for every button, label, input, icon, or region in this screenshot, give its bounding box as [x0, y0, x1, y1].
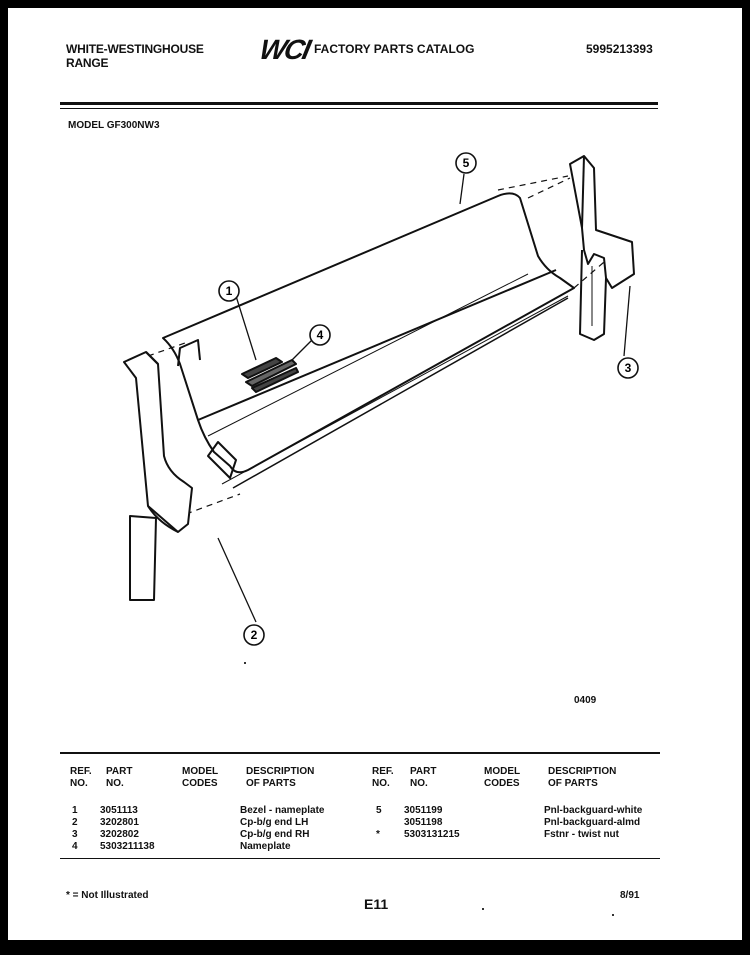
callout-4: 4: [316, 328, 324, 342]
header-ref-no-right: REF. NO.: [372, 766, 394, 789]
header-description-right: DESCRIPTION OF PARTS: [548, 766, 617, 789]
model-number: MODEL GF300NW3: [68, 120, 160, 131]
scan-speck: [482, 908, 484, 910]
scan-speck: [612, 914, 614, 916]
table-bottom-rule: [60, 858, 660, 859]
brand-heading: [66, 42, 204, 70]
wci-logo: WCI: [256, 34, 312, 65]
callout-2: 2: [250, 628, 258, 642]
header-ref-no-left: REF. NO.: [70, 766, 92, 789]
header-rule-thick: [60, 102, 658, 105]
catalog-page: WHITE-WESTINGHOUSE RANGE WCI FACTORY PARTS CATALOG 5995213393 MODEL GF300NW3 1 2 3 4 5 0409 REF. NO. PART NO. MODEL CODES DESCRIPTION OF PARTS REF. NO. PART NO. MODEL CODES DESCRIPTION OF PARTS 1 3051113 Bezel - nameplate 2 3202801 Cp-b/g end LH 3 3202802 Cp-b/g end RH 4 5303211138 Nameplate 5 3051199 Pnl-backguard-white 3051198 Pnl-backguard-almd * 5303131215 Fstnr - twist nut * = Not Illustrated E11 8/91: [8, 8, 742, 940]
header-description-left: DESCRIPTION OF PARTS: [246, 766, 315, 789]
catalog-title: FACTORY PARTS CATALOG: [314, 42, 475, 56]
exploded-parts-diagram: [8, 138, 742, 738]
revision-date: 8/91: [620, 890, 640, 901]
brand-line-1: WHITE-WESTINGHOUSE: [66, 42, 204, 56]
backguard-panel: [163, 193, 574, 488]
brand-line-2: RANGE: [66, 56, 109, 70]
scan-speck: [244, 662, 246, 664]
footnote: * = Not Illustrated: [66, 890, 149, 901]
header-model-codes-right: MODEL CODES: [484, 766, 521, 789]
header-rule-thin: [60, 108, 658, 109]
page-number: E11: [364, 896, 389, 912]
table-top-rule: [60, 752, 660, 754]
header-part-no-left: PART NO.: [106, 766, 133, 789]
header-part-no-right: PART NO.: [410, 766, 437, 789]
right-end-cap: [570, 156, 634, 340]
left-end-cap: [124, 352, 192, 600]
callout-3: 3: [624, 361, 632, 375]
callout-1: 1: [225, 284, 233, 298]
header-model-codes-left: MODEL CODES: [182, 766, 219, 789]
illustration-code: 0409: [574, 695, 597, 706]
callout-5: 5: [462, 156, 470, 170]
catalog-number: 5995213393: [586, 42, 653, 56]
